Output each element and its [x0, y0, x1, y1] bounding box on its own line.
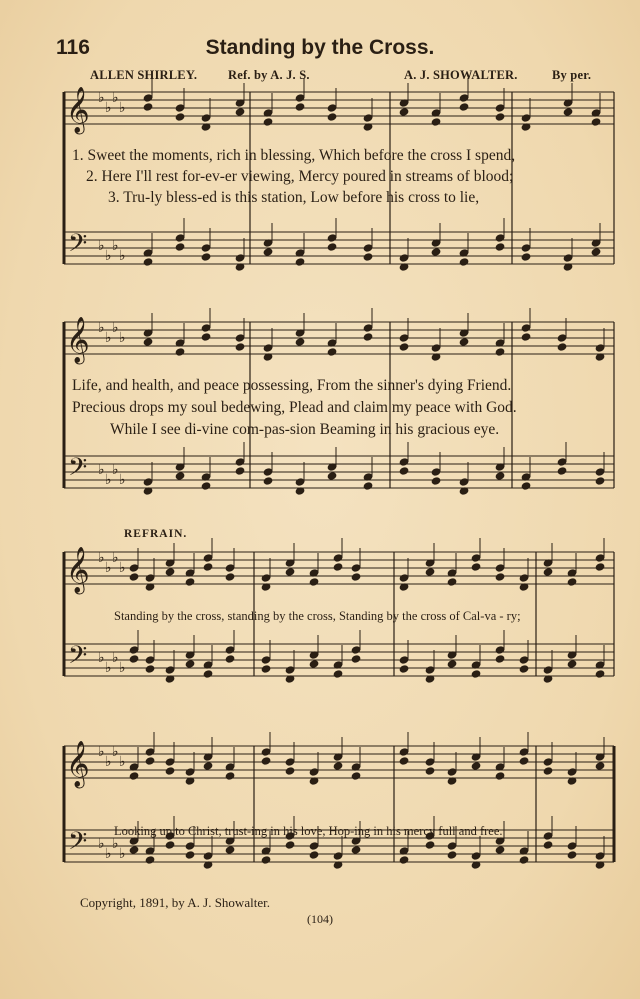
- note-head: [459, 94, 469, 102]
- note-head: [185, 768, 195, 776]
- note-head: [519, 574, 529, 582]
- note-head: [543, 832, 553, 840]
- note-head: [263, 477, 273, 485]
- note-head: [203, 670, 213, 678]
- note-head: [185, 851, 195, 859]
- note-head: [591, 118, 601, 126]
- note-head: [235, 458, 245, 466]
- flat-icon: ♭: [105, 472, 112, 488]
- flat-icon: ♭: [119, 100, 126, 116]
- note-head: [225, 846, 235, 854]
- note-head: [431, 118, 441, 126]
- note-head: [309, 851, 319, 859]
- note-head: [495, 846, 505, 854]
- flat-icon: ♭: [105, 560, 112, 576]
- note-head: [263, 468, 273, 476]
- note-head: [225, 573, 235, 581]
- note-head: [261, 656, 271, 664]
- note-head: [327, 348, 337, 356]
- bass-clef-icon: 𝄢: [68, 827, 88, 862]
- note-head: [431, 248, 441, 256]
- note-head: [327, 104, 337, 112]
- note-head: [495, 348, 505, 356]
- note-head: [519, 748, 529, 756]
- note-head: [595, 852, 605, 860]
- flat-icon: ♭: [98, 550, 105, 566]
- note-head: [595, 762, 605, 770]
- note-head: [203, 563, 213, 571]
- note-head: [129, 573, 139, 581]
- note-head: [595, 344, 605, 352]
- flat-icon: ♭: [112, 744, 119, 760]
- note-head: [145, 757, 155, 765]
- note-head: [521, 482, 531, 490]
- note-head: [165, 568, 175, 576]
- note-head: [425, 758, 435, 766]
- composer-credit: A. J. SHOWALTER.: [404, 68, 518, 82]
- note-head: [203, 762, 213, 770]
- flat-icon: ♭: [105, 754, 112, 770]
- flat-icon: ♭: [98, 462, 105, 478]
- note-head: [459, 103, 469, 111]
- verse-2-line-1: 2. Here I'll rest for-ev-er viewing, Mercy poured in streams of blood;: [86, 168, 514, 185]
- note-head: [363, 253, 373, 261]
- note-head: [399, 254, 409, 262]
- note-head: [333, 554, 343, 562]
- note-head: [351, 846, 361, 854]
- note-head: [495, 655, 505, 663]
- note-head: [431, 477, 441, 485]
- note-head: [165, 666, 175, 674]
- flat-icon: ♭: [112, 650, 119, 666]
- note-head: [363, 114, 373, 122]
- note-head: [129, 655, 139, 663]
- note-head: [175, 243, 185, 251]
- note-head: [447, 842, 457, 850]
- note-head: [495, 564, 505, 572]
- treble-clef-icon: 𝄞: [66, 741, 90, 787]
- note-head: [399, 574, 409, 582]
- note-head: [351, 646, 361, 654]
- note-head: [521, 244, 531, 252]
- note-head: [543, 758, 553, 766]
- note-head: [557, 467, 567, 475]
- note-head: [557, 458, 567, 466]
- note-head: [327, 234, 337, 242]
- note-head: [143, 103, 153, 111]
- flat-icon: ♭: [98, 90, 105, 106]
- note-head: [175, 113, 185, 121]
- note-head: [363, 333, 373, 341]
- note-head: [263, 118, 273, 126]
- copyright-notice: Copyright, 1891, by A. J. Showalter.: [80, 895, 270, 910]
- note-head: [425, 767, 435, 775]
- note-head: [295, 338, 305, 346]
- note-head: [595, 554, 605, 562]
- note-head: [225, 646, 235, 654]
- treble-clef-icon: 𝄞: [66, 317, 90, 363]
- flat-icon: ♭: [105, 100, 112, 116]
- flat-icon: ♭: [119, 754, 126, 770]
- note-head: [295, 258, 305, 266]
- flat-icon: ♭: [119, 330, 126, 346]
- note-head: [567, 768, 577, 776]
- note-head: [431, 468, 441, 476]
- note-head: [399, 856, 409, 864]
- note-head: [351, 573, 361, 581]
- note-head: [261, 748, 271, 756]
- note-head: [399, 757, 409, 765]
- note-head: [351, 655, 361, 663]
- note-head: [459, 338, 469, 346]
- note-head: [521, 333, 531, 341]
- note-head: [425, 568, 435, 576]
- flat-icon: ♭: [112, 550, 119, 566]
- note-head: [543, 666, 553, 674]
- note-head: [165, 767, 175, 775]
- note-head: [175, 234, 185, 242]
- note-head: [363, 324, 373, 332]
- note-head: [447, 768, 457, 776]
- bass-clef-icon: 𝄢: [68, 641, 88, 676]
- flat-icon: ♭: [119, 560, 126, 576]
- note-head: [495, 573, 505, 581]
- treble-clef-icon: 𝄞: [66, 547, 90, 593]
- note-head: [203, 554, 213, 562]
- note-head: [519, 757, 529, 765]
- folio-number: (104): [307, 912, 333, 926]
- treble-clef-icon: 𝄞: [66, 87, 90, 133]
- note-head: [235, 343, 245, 351]
- note-head: [521, 324, 531, 332]
- lyricist-credit: ALLEN SHIRLEY.: [90, 68, 198, 82]
- note-head: [471, 554, 481, 562]
- note-head: [521, 253, 531, 261]
- note-head: [295, 478, 305, 486]
- flat-icon: ♭: [98, 650, 105, 666]
- refrain-label: REFRAIN.: [124, 528, 188, 540]
- note-head: [145, 856, 155, 864]
- note-head: [521, 114, 531, 122]
- flat-icon: ♭: [98, 238, 105, 254]
- note-head: [201, 244, 211, 252]
- flat-icon: ♭: [112, 238, 119, 254]
- note-head: [261, 757, 271, 765]
- hymn-title: Standing by the Cross.: [205, 36, 435, 59]
- note-head: [495, 646, 505, 654]
- note-head: [203, 852, 213, 860]
- note-head: [261, 665, 271, 673]
- note-head: [351, 772, 361, 780]
- note-head: [175, 472, 185, 480]
- note-head: [399, 334, 409, 342]
- note-head: [235, 467, 245, 475]
- note-head: [567, 660, 577, 668]
- note-head: [327, 243, 337, 251]
- verse-3-line-1: 3. Tru-ly bless-ed is this station, Low before his cross to lie,: [108, 189, 480, 206]
- note-head: [543, 767, 553, 775]
- note-head: [567, 578, 577, 586]
- note-head: [425, 841, 435, 849]
- verse-3-line-2: While I see di-vine com-pas-sion Beaming in his gracious eye.: [110, 421, 500, 438]
- note-head: [263, 248, 273, 256]
- note-head: [175, 104, 185, 112]
- note-head: [567, 851, 577, 859]
- flat-icon: ♭: [105, 330, 112, 346]
- note-head: [285, 841, 295, 849]
- note-head: [399, 656, 409, 664]
- note-head: [235, 108, 245, 116]
- note-head: [129, 846, 139, 854]
- flat-icon: ♭: [119, 472, 126, 488]
- note-head: [225, 564, 235, 572]
- note-head: [399, 343, 409, 351]
- note-head: [143, 258, 153, 266]
- note-head: [327, 472, 337, 480]
- bass-clef-icon: 𝄢: [68, 453, 88, 488]
- note-head: [201, 253, 211, 261]
- flat-icon: ♭: [98, 744, 105, 760]
- note-head: [459, 478, 469, 486]
- note-head: [363, 244, 373, 252]
- bass-clef-icon: 𝄢: [68, 229, 88, 264]
- note-head: [447, 660, 457, 668]
- note-head: [471, 670, 481, 678]
- note-head: [285, 568, 295, 576]
- note-head: [285, 767, 295, 775]
- note-head: [201, 333, 211, 341]
- refrain-line-1: Standing by the cross, standing by the cross, Standing by the cross of Cal-va - ry;: [114, 609, 521, 623]
- note-head: [543, 841, 553, 849]
- flat-icon: ♭: [119, 660, 126, 676]
- note-head: [495, 772, 505, 780]
- note-head: [333, 852, 343, 860]
- note-head: [459, 258, 469, 266]
- note-head: [235, 254, 245, 262]
- note-head: [261, 856, 271, 864]
- note-head: [471, 762, 481, 770]
- flat-icon: ♭: [119, 248, 126, 264]
- note-head: [309, 842, 319, 850]
- page-number: 116: [56, 36, 90, 59]
- note-head: [333, 762, 343, 770]
- note-head: [185, 578, 195, 586]
- note-head: [333, 563, 343, 571]
- note-head: [185, 660, 195, 668]
- note-head: [285, 666, 295, 674]
- note-head: [309, 578, 319, 586]
- flat-icon: ♭: [112, 320, 119, 336]
- note-head: [145, 665, 155, 673]
- note-head: [519, 656, 529, 664]
- note-head: [557, 334, 567, 342]
- note-head: [399, 467, 409, 475]
- note-head: [129, 646, 139, 654]
- note-head: [363, 482, 373, 490]
- note-head: [399, 108, 409, 116]
- note-head: [399, 748, 409, 756]
- note-head: [495, 104, 505, 112]
- note-head: [145, 656, 155, 664]
- note-head: [543, 568, 553, 576]
- note-head: [563, 254, 573, 262]
- note-head: [595, 468, 605, 476]
- note-head: [591, 248, 601, 256]
- note-head: [431, 344, 441, 352]
- note-head: [495, 472, 505, 480]
- flat-icon: ♭: [105, 846, 112, 862]
- note-head: [129, 564, 139, 572]
- note-head: [519, 856, 529, 864]
- flat-icon: ♭: [98, 320, 105, 336]
- note-head: [519, 665, 529, 673]
- note-head: [263, 344, 273, 352]
- note-head: [175, 348, 185, 356]
- note-head: [145, 574, 155, 582]
- note-head: [261, 574, 271, 582]
- note-head: [295, 103, 305, 111]
- note-head: [595, 563, 605, 571]
- note-head: [425, 666, 435, 674]
- note-head: [235, 334, 245, 342]
- note-head: [295, 94, 305, 102]
- note-head: [567, 842, 577, 850]
- note-head: [471, 563, 481, 571]
- note-head: [143, 94, 153, 102]
- note-head: [309, 660, 319, 668]
- note-head: [333, 670, 343, 678]
- note-head: [399, 458, 409, 466]
- note-head: [225, 772, 235, 780]
- note-head: [201, 324, 211, 332]
- flat-icon: ♭: [112, 836, 119, 852]
- note-head: [595, 477, 605, 485]
- note-head: [165, 841, 175, 849]
- note-head: [225, 655, 235, 663]
- note-head: [471, 852, 481, 860]
- note-head: [309, 768, 319, 776]
- note-head: [185, 842, 195, 850]
- note-head: [447, 578, 457, 586]
- note-head: [351, 564, 361, 572]
- note-head: [145, 748, 155, 756]
- flat-icon: ♭: [105, 248, 112, 264]
- note-head: [143, 478, 153, 486]
- refrain-line-2: Looking up to Christ, trust-ing in his love, Hop-ing in his mercy full and free.: [114, 824, 503, 838]
- permission-credit: By per.: [552, 68, 592, 82]
- flat-icon: ♭: [98, 836, 105, 852]
- note-head: [285, 758, 295, 766]
- verse-2-line-2: Precious drops my soul bedewing, Plead and claim my peace with God.: [72, 399, 517, 416]
- note-head: [595, 670, 605, 678]
- verse-1-line-2: Life, and health, and peace possessing, From the sinner's dying Friend.: [72, 377, 512, 394]
- reference-credit: Ref. by A. J. S.: [228, 68, 310, 82]
- flat-icon: ♭: [119, 846, 126, 862]
- note-head: [563, 108, 573, 116]
- note-head: [201, 114, 211, 122]
- note-head: [495, 113, 505, 121]
- flat-icon: ♭: [112, 90, 119, 106]
- note-head: [447, 851, 457, 859]
- note-head: [143, 338, 153, 346]
- note-head: [165, 758, 175, 766]
- flat-icon: ♭: [112, 462, 119, 478]
- note-head: [557, 343, 567, 351]
- note-head: [495, 243, 505, 251]
- flat-icon: ♭: [105, 660, 112, 676]
- note-head: [201, 482, 211, 490]
- note-head: [129, 772, 139, 780]
- verse-1-line-1: 1. Sweet the moments, rich in blessing, Which before the cross I spend,: [72, 147, 516, 164]
- note-head: [399, 665, 409, 673]
- note-head: [327, 113, 337, 121]
- note-head: [495, 234, 505, 242]
